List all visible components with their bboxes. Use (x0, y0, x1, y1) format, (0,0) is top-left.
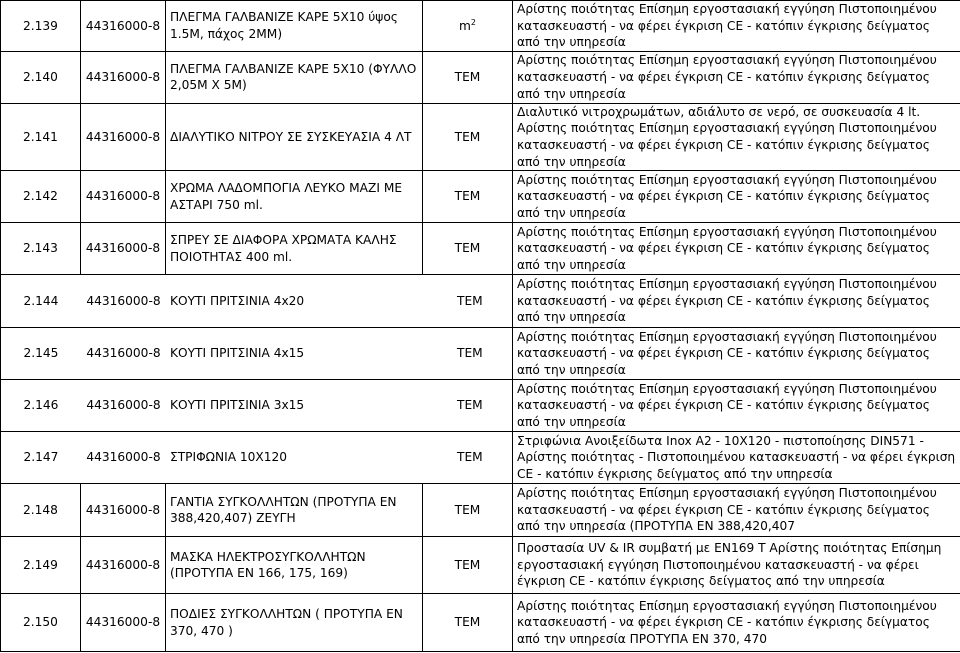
item-description: ΠΛΕΓΜΑ ΓΑΛΒΑΝΙΖΕ ΚΑΡΕ 5Χ10 ύψος 1.5Μ, πάχος 2ΜΜ) (166, 1, 423, 52)
item-description: ΓΑΝΤΙΑ ΣΥΓΚΟΛΛΗΤΩΝ (ΠΡΟΤΥΠΑ ΕΝ 388,420,407) ΖΕΥΓΗ (166, 484, 423, 537)
item-summary (1, 328, 513, 380)
cpv-code: 44316000-8 (86, 450, 161, 465)
item-description: ΧΡΩΜΑ ΛΑΔΟΜΠΟΓΙΑ ΛΕΥΚΟ ΜΑΖΙ ΜΕ ΑΣΤΑΡΙ 750 ml. (166, 171, 423, 223)
item-number: 2.150 (1, 594, 81, 652)
item-specification: Αρίστης ποιότητας Επίσημη εργοστασιακή εγγύηση Πιστοποιημένου κατασκευαστή - να φέρει έγκριση CE - κατόπιν έγκρισης δείγματος από την υπηρεσία (513, 51, 960, 103)
item-number: 2.144 (23, 293, 59, 308)
cpv-code: 44316000-8 (81, 1, 166, 52)
item-number: 2.148 (1, 484, 81, 537)
table-row (1, 51, 960, 103)
item-specification: Αρίστης ποιότητας Επίσημη εργοστασιακή εγγύηση Πιστοποιημένου κατασκευαστή - να φέρει έγκριση CE - κατόπιν έγκρισης δείγματος από την υπηρεσία (513, 171, 960, 223)
cpv-code: 44316000-8 (81, 537, 166, 594)
cpv-code: 44316000-8 (81, 51, 166, 103)
item-description: ΚΟΥΤΙ ΠΡΙΤΣΙΝΙΑ 3x15 (170, 398, 305, 413)
item-summary (1, 275, 513, 328)
item-specification: Διαλυτικό νιτροχρωμάτων, αδιάλυτο σε νερό, σε συσκευασία 4 lt. Αρίστης ποιότητας Επίσημη εργοστασιακή εγγύηση Πιστοποιημένου κατασκευαστή - να φέρει έγκριση CE - κατόπιν έγκρισης δείγματος από την υπηρεσία (513, 103, 960, 170)
item-specification: Στριφώνια Ανοιξείδωτα Inox A2 - 10X120 - πιστοποίησης DIN571 - Αρίστης ποιότητας - Πιστοποιημένου κατασκευαστή - να φέρει έγκριση CE - κατόπιν έγκρισης δείγματος από την υπηρεσία (513, 432, 960, 484)
cpv-code: 44316000-8 (81, 171, 166, 223)
item-description: ΣΠΡΕΥ ΣΕ ΔΙΑΦΟΡΑ ΧΡΩΜΑΤΑ ΚΑΛΗΣ ΠΟΙΟΤΗΤΑΣ 400 ml. (166, 223, 423, 275)
item-description: ΣΤΡΙΦΩΝΙΑ 10Χ120 (170, 450, 288, 465)
item-description: ΠΛΕΓΜΑ ΓΑΛΒΑΝΙΖΕ ΚΑΡΕ 5Χ10 (ΦΥΛΛΟ 2,05Μ Χ 5Μ) (166, 51, 423, 103)
table-row (1, 537, 960, 594)
table-row (1, 223, 960, 275)
item-specification: Προστασία UV & IR συμβατή με EN169 Τ Αρίστης ποιότητας Επίσημη εργοστασιακή εγγύηση Πιστοποιημένου κατασκευαστή - να φέρει έγκριση CE - κατόπιν έγκρισης δείγματος από την υπηρεσία (513, 537, 960, 594)
cpv-code: 44316000-8 (81, 484, 166, 537)
item-number: 2.143 (1, 223, 81, 275)
item-number: 2.141 (1, 103, 81, 170)
item-specification: Αρίστης ποιότητας Επίσημη εργοστασιακή εγγύηση Πιστοποιημένου κατασκευαστή - να φέρει έγκριση CE - κατόπιν έγκρισης δείγματος από την υπηρεσία ΠΡΟΤΥΠΑ ΕΝ 370, 470 (513, 594, 960, 652)
cpv-code: 44316000-8 (86, 293, 161, 308)
item-number: 2.142 (1, 171, 81, 223)
item-unit: ΤΕΜ (423, 537, 513, 594)
table-row (1, 171, 960, 223)
item-number: 2.145 (23, 346, 59, 361)
table-row (1, 432, 960, 484)
cpv-code: 44316000-8 (86, 398, 161, 413)
table-row (1, 484, 960, 537)
item-unit: ΤΕΜ (423, 171, 513, 223)
item-unit: ΤΕΜ (423, 484, 513, 537)
item-specification: Αρίστης ποιότητας Επίσημη εργοστασιακή εγγύηση Πιστοποιημένου κατασκευαστή - να φέρει έγκριση CE - κατόπιν έγκρισης δείγματος από την υπηρεσία (513, 328, 960, 380)
item-summary (1, 432, 513, 484)
item-unit: ΤΕΜ (423, 51, 513, 103)
table-row (1, 594, 960, 652)
table-row (1, 103, 960, 170)
item-number: 2.147 (23, 450, 59, 465)
item-description: ΠΟΔΙΕΣ ΣΥΓΚΟΛΛΗΤΩΝ ( ΠΡΟΤΥΠΑ ΕΝ 370, 470 ) (166, 594, 423, 652)
cpv-code: 44316000-8 (81, 223, 166, 275)
item-number: 2.140 (1, 51, 81, 103)
item-specification: Αρίστης ποιότητας Επίσημη εργοστασιακή εγγύηση Πιστοποιημένου κατασκευαστή - να φέρει έγκριση CE - κατόπιν έγκρισης δείγματος από την υπηρεσία (513, 380, 960, 432)
item-unit: ΤΕΜ (457, 398, 483, 413)
item-unit: ΤΕΜ (423, 594, 513, 652)
item-number: 2.149 (1, 537, 81, 594)
item-unit: ΤΕΜ (457, 346, 483, 361)
table-row (1, 380, 960, 432)
item-unit: ΤΕΜ (457, 293, 483, 308)
table-row (1, 328, 960, 380)
item-unit: ΤΕΜ (423, 103, 513, 170)
table-row (1, 275, 960, 328)
item-specification: Αρίστης ποιότητας Επίσημη εργοστασιακή εγγύηση Πιστοποιημένου κατασκευαστή - να φέρει έγκριση CE - κατόπιν έγκρισης δείγματος από την υπηρεσία (513, 223, 960, 275)
item-unit: ΤΕΜ (423, 223, 513, 275)
cpv-code: 44316000-8 (81, 103, 166, 170)
cpv-code: 44316000-8 (81, 594, 166, 652)
item-description: ΜΑΣΚΑ ΗΛΕΚΤΡΟΣΥΓΚΟΛΛΗΤΩΝ (ΠΡΟΤΥΠΑ ΕΝ 166, 175, 169) (166, 537, 423, 594)
item-description: ΚΟΥΤΙ ΠΡΙΤΣΙΝΙΑ 4x15 (170, 346, 305, 361)
table-row (1, 1, 960, 52)
unit-exponent: 2 (470, 17, 476, 27)
cpv-code: 44316000-8 (86, 346, 161, 361)
item-description: ΔΙΑΛΥΤΙΚΟ ΝΙΤΡΟΥ ΣΕ ΣΥΣΚΕΥΑΣΙΑ 4 ΛΤ (166, 103, 423, 170)
item-specification: Αρίστης ποιότητας Επίσημη εργοστασιακή εγγύηση Πιστοποιημένου κατασκευαστή - να φέρει έγκριση CE - κατόπιν έγκρισης δείγματος από την υπηρεσία (513, 1, 960, 52)
item-specification: Αρίστης ποιότητας Επίσημη εργοστασιακή εγγύηση Πιστοποιημένου κατασκευαστή - να φέρει έγκριση CE - κατόπιν έγκρισης δείγματος από την υπηρεσία (ΠΡΟΤΥΠΑ ΕΝ 388,420,407 (513, 484, 960, 537)
item-specification: Αρίστης ποιότητας Επίσημη εργοστασιακή εγγύηση Πιστοποιημένου κατασκευαστή - να φέρει έγκριση CE - κατόπιν έγκρισης δείγματος από την υπηρεσία (513, 275, 960, 328)
item-number: 2.146 (23, 398, 59, 413)
item-summary (1, 380, 513, 432)
item-unit (423, 1, 513, 52)
item-unit: ΤΕΜ (457, 450, 483, 465)
unit-label: m (459, 18, 471, 33)
item-number: 2.139 (1, 1, 81, 52)
item-description: ΚΟΥΤΙ ΠΡΙΤΣΙΝΙΑ 4x20 (170, 293, 305, 308)
